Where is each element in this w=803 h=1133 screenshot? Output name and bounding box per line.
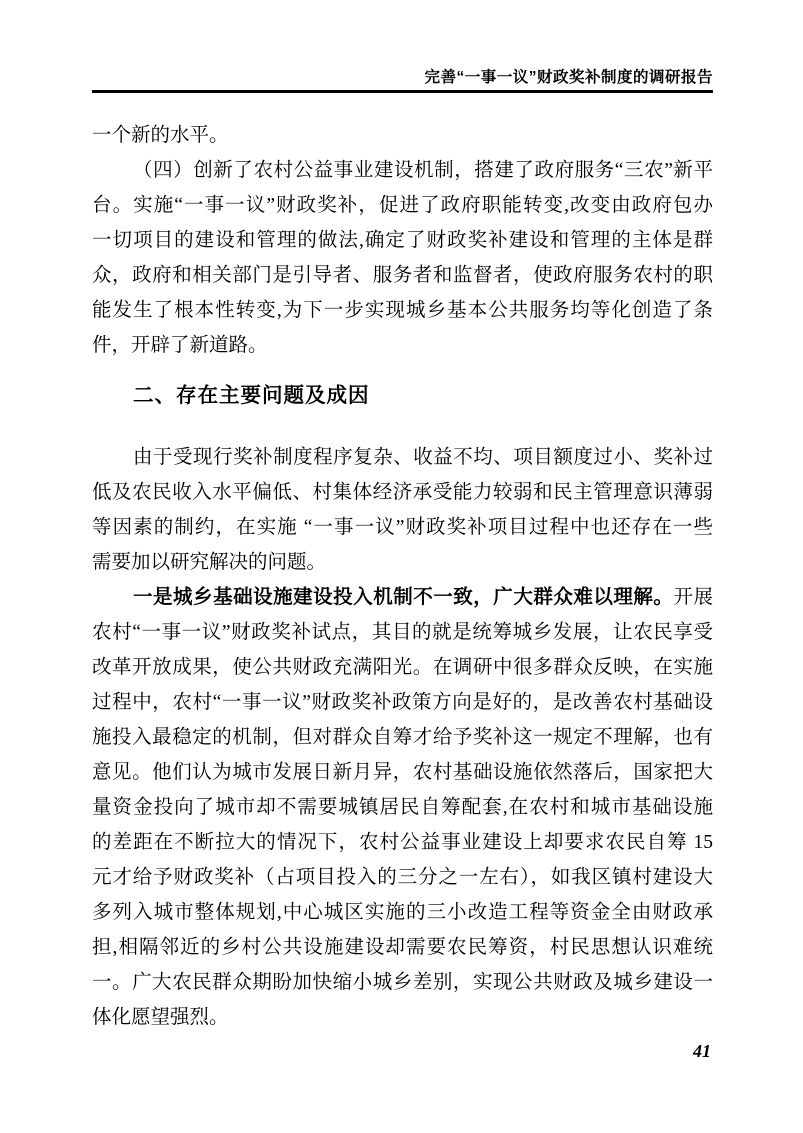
- text-line: [92, 860, 713, 895]
- text-segment: 等因素的制约，在实施 “一事一议”财政奖补项目过程中也还存在一些: [92, 517, 713, 538]
- running-header: [92, 68, 713, 93]
- text-line: [92, 720, 713, 755]
- text-line: [92, 825, 713, 860]
- page-number: 41: [693, 1041, 711, 1061]
- text-line: [92, 895, 713, 930]
- text-segment: 开展: [673, 587, 713, 608]
- bold-text-segment: 一是城乡基础设施建设投入机制不一致，广大群众难以理解。: [133, 586, 674, 608]
- text-segment: 能发生了根本性转变,为下一步实现城乡基本公共服务均等化创造了条: [92, 300, 713, 321]
- text-line: [92, 965, 713, 1000]
- document-body: [92, 118, 713, 1035]
- text-line: [92, 440, 713, 475]
- text-segment: 一。广大农民群众期盼加快缩小城乡差别，实现公共财政及城乡建设一: [92, 972, 713, 993]
- text-segment: 元才给予财政奖补（占项目投入的三分之一左右），如我区镇村建设大: [92, 867, 713, 888]
- text-segment: 体化愿望强烈。: [92, 1007, 229, 1028]
- text-segment: 件，开辟了新道路。: [92, 335, 268, 356]
- text-segment: 担,相隔邻近的乡村公共设施建设却需要农民筹资，村民思想认识难统: [92, 937, 713, 958]
- text-line: [92, 580, 713, 615]
- section-heading: 二、存在主要问题及成因: [133, 384, 370, 407]
- text-line: [92, 258, 713, 293]
- text-line: [92, 293, 713, 328]
- text-segment: 一切项目的建设和管理的做法,确定了财政奖补建设和管理的主体是群: [92, 230, 713, 251]
- text-segment: 过程中，农村“一事一议”财政奖补政策方向是好的，是改善农村基础设: [92, 692, 713, 713]
- text-line: [92, 223, 713, 258]
- text-line: [92, 328, 713, 363]
- paragraph: [92, 153, 713, 363]
- text-line: [92, 153, 713, 188]
- text-line: [92, 685, 713, 720]
- text-line: [92, 615, 713, 650]
- text-line: [92, 1000, 713, 1035]
- text-line: [92, 790, 713, 825]
- text-segment: 意见。他们认为城市发展日新月异，农村基础设施依然落后，国家把大: [92, 762, 713, 783]
- text-line: [92, 188, 713, 223]
- text-line: [92, 755, 713, 790]
- text-segment: 众，政府和相关部门是引导者、服务者和监督者，使政府服务农村的职: [92, 265, 713, 286]
- text-line: [92, 650, 713, 685]
- text-line: [92, 475, 713, 510]
- text-segment: 施投入最稳定的机制，但对群众自筹才给予奖补这一规定不理解，也有: [92, 727, 713, 748]
- text-segment: （四）创新了农村公益事业建设机制，搭建了政府服务“三农”新平: [133, 160, 713, 181]
- text-segment: 需要加以研究解决的问题。: [92, 552, 327, 573]
- paragraph: [92, 580, 713, 1035]
- text-line: [92, 118, 713, 153]
- text-segment: 多列入城市整体规划,中心城区实施的三小改造工程等资金全由财政承: [92, 902, 713, 923]
- text-segment: 农村“一事一议”财政奖补试点，其目的就是统筹城乡发展，让农民享受: [92, 622, 713, 643]
- header-title: 完善“一事一议”财政奖补制度的调研报告: [424, 69, 713, 86]
- text-line: [92, 545, 713, 580]
- paragraph: [92, 440, 713, 580]
- header-rule: [92, 90, 713, 93]
- paragraph: [92, 118, 713, 153]
- text-segment: 一个新的水平。: [92, 125, 229, 146]
- text-segment: 由于受现行奖补制度程序复杂、收益不均、项目额度过小、奖补过: [133, 447, 713, 468]
- text-segment: 低及农民收入水平偏低、村集体经济承受能力较弱和民主管理意识薄弱: [92, 482, 713, 503]
- text-segment: 的差距在不断拉大的情况下，农村公益事业建设上却要求农民自筹 15: [92, 832, 713, 853]
- text-segment: 量资金投向了城市却不需要城镇居民自筹配套,在农村和城市基础设施: [92, 797, 713, 818]
- text-line: [92, 510, 713, 545]
- text-segment: 改革开放成果，使公共财政充满阳光。在调研中很多群众反映，在实施: [92, 657, 713, 678]
- text-segment: 台。实施“一事一议”财政奖补，促进了政府职能转变,改变由政府包办: [92, 195, 713, 216]
- text-line: [92, 930, 713, 965]
